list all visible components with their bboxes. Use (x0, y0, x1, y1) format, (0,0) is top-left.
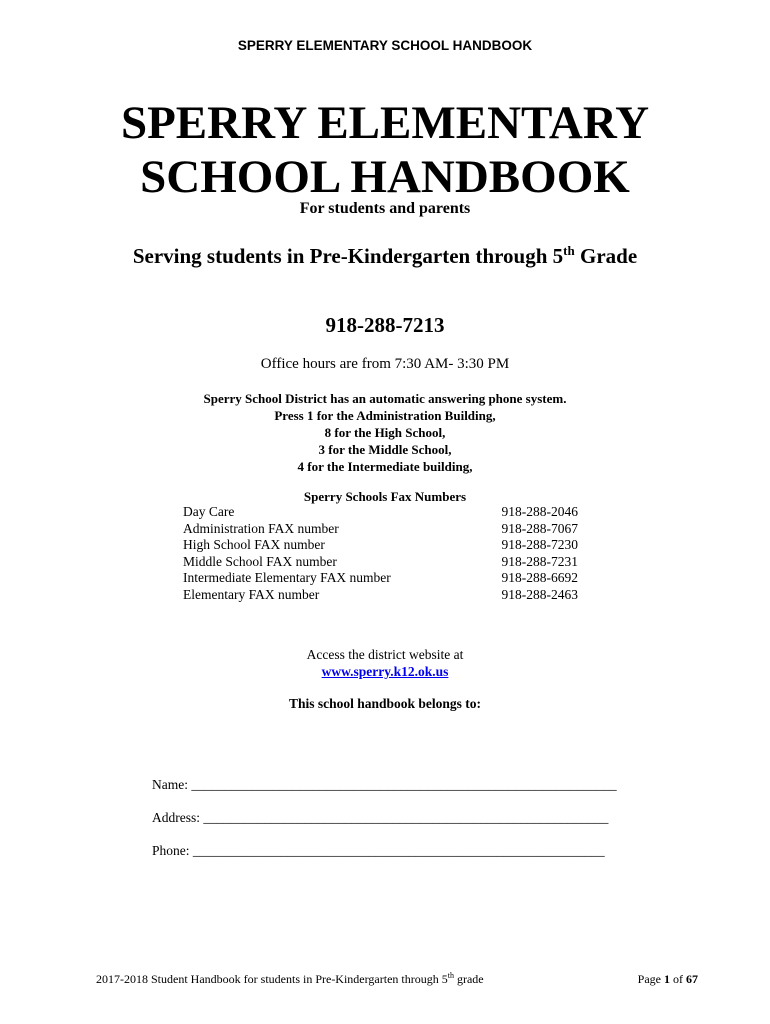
fax-label: Administration FAX number (183, 520, 339, 536)
page-of: of (670, 972, 686, 986)
footer-caption-sup: th (447, 971, 454, 980)
fax-label: Intermediate Elementary FAX number (183, 570, 391, 586)
belongs-to-label: This school handbook belongs to: (288, 696, 482, 711)
fax-number: 918-288-2046 (501, 504, 578, 519)
fax-row (183, 504, 578, 521)
serving-sup: th (563, 243, 575, 258)
subtitle: For students and parents (299, 200, 471, 217)
name-field[interactable]: Name: _______________________________________________________________ (152, 777, 617, 792)
serving-line (0, 244, 770, 269)
fax-number: 918-288-7230 (501, 537, 578, 553)
title-line-2: SCHOOL HANDBOOK (140, 151, 630, 203)
fax-heading: Sperry Schools Fax Numbers (303, 489, 467, 504)
footer-caption (96, 972, 484, 987)
serving-suffix: Grade (574, 244, 638, 268)
page-total: 67 (686, 972, 698, 986)
fax-number: 918-288-7231 (501, 553, 578, 569)
footer-caption-suffix: grade (453, 972, 484, 986)
auto-phone-line: 8 for the High School, (324, 425, 446, 440)
fax-label: High School FAX number (183, 537, 325, 553)
fax-table (183, 504, 578, 604)
auto-phone-line: Press 1 for the Administration Building, (274, 408, 496, 423)
running-header: SPERRY ELEMENTARY SCHOOL HANDBOOK (237, 38, 533, 53)
auto-phone-line: Sperry School District has an automatic answering phone system. (203, 391, 567, 406)
document-title (0, 96, 770, 204)
fax-number: 918-288-7067 (501, 520, 578, 536)
auto-phone-line: 3 for the Middle School, (318, 442, 452, 457)
fax-label: Day Care (183, 504, 235, 519)
fax-row (183, 537, 578, 554)
page-word: Page (637, 972, 664, 986)
address-field[interactable]: Address: ____________________________________________________________ (152, 810, 609, 825)
website-link[interactable]: www.sperry.k12.ok.us (321, 664, 449, 679)
fax-row (183, 587, 578, 604)
title-line-1: SPERRY ELEMENTARY (120, 97, 650, 149)
page-current: 1 (664, 972, 670, 986)
office-hours: Office hours are from 7:30 AM- 3:30 PM (260, 356, 510, 372)
fax-row (183, 570, 578, 587)
fax-label: Elementary FAX number (183, 586, 320, 602)
auto-phone-line: 4 for the Intermediate building, (297, 459, 473, 474)
main-phone: 918-288-7213 (325, 313, 445, 337)
phone-field[interactable]: Phone: _____________________________________________________________ (152, 843, 605, 858)
fax-row (183, 521, 578, 538)
fax-row (183, 554, 578, 571)
fax-number: 918-288-6692 (501, 570, 578, 586)
website-access-text: Access the district website at (306, 647, 464, 662)
fax-label: Middle School FAX number (183, 553, 337, 569)
page-number (620, 972, 698, 987)
auto-phone-block (0, 390, 770, 475)
serving-text: Serving students in Pre-Kindergarten through 5 (132, 244, 564, 268)
fax-number: 918-288-2463 (501, 586, 578, 602)
footer-caption-text: 2017-2018 Student Handbook for students in Pre-Kindergarten through 5 (96, 972, 448, 986)
